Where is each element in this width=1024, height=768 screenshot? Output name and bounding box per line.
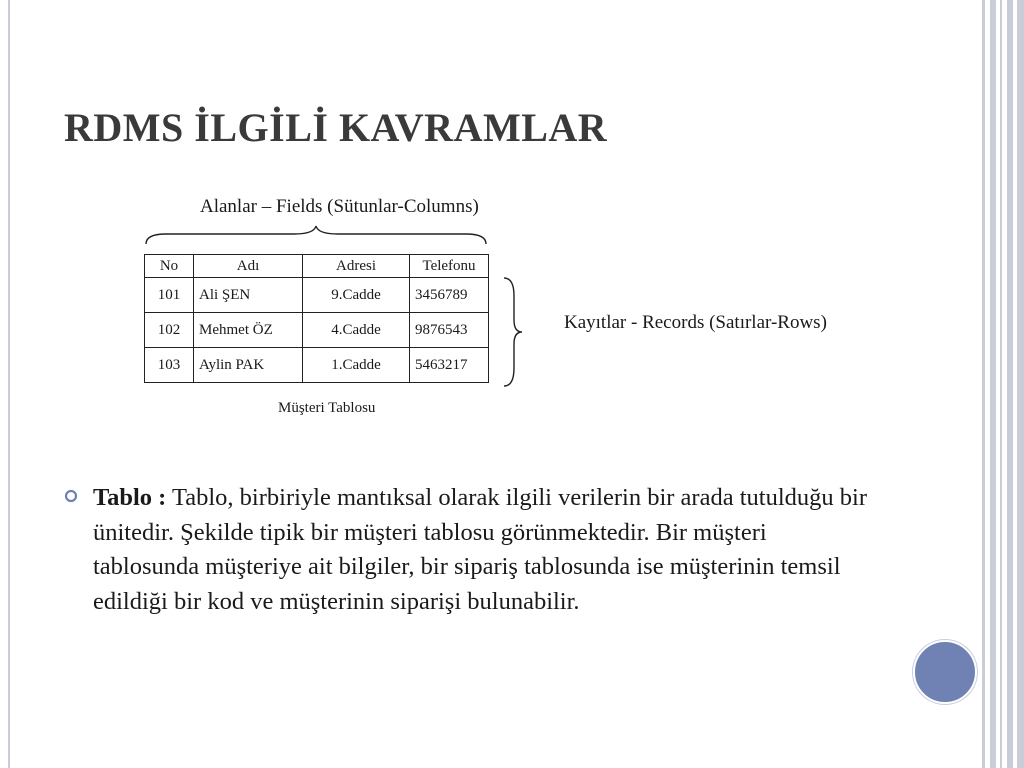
cell-name: Aylin PAK: [194, 348, 303, 383]
table-header-row: [145, 255, 489, 278]
cell-phone: 3456789: [410, 278, 489, 313]
header-name: Adı: [194, 255, 303, 278]
records-label: Kayıtlar - Records (Satırlar-Rows): [564, 312, 827, 333]
table-row: [145, 278, 489, 313]
cell-no: 102: [145, 313, 194, 348]
fields-label: Alanlar – Fields (Sütunlar-Columns): [200, 196, 479, 217]
cell-name: Ali ŞEN: [194, 278, 303, 313]
decorative-circle: [913, 640, 977, 704]
fields-brace-icon: [144, 224, 488, 248]
table-row: [145, 313, 489, 348]
bullet-text: [93, 481, 873, 619]
cell-no: 101: [145, 278, 194, 313]
header-no: No: [145, 255, 194, 278]
slide-title: RDMS İLGİLİ KAVRAMLAR: [64, 105, 608, 150]
cell-phone: 9876543: [410, 313, 489, 348]
left-border-line: [8, 0, 10, 768]
cell-address: 4.Cadde: [303, 313, 410, 348]
header-address: Adresi: [303, 255, 410, 278]
cell-address: 9.Cadde: [303, 278, 410, 313]
table-row: [145, 348, 489, 383]
right-decorative-stripes: [976, 0, 1024, 768]
ring-bullet-icon: [64, 489, 78, 503]
table-caption: Müşteri Tablosu: [278, 400, 376, 416]
bullet-term: Tablo :: [93, 484, 167, 511]
records-brace-icon: [502, 276, 526, 388]
table-diagram: [138, 192, 878, 432]
bullet-body: Tablo, birbiriyle mantıksal olarak ilgili verilerin bir arada tutulduğu bir ünitedir. Şekilde tipik bir müşteri tablosu görünmektedir. Bir müşteri tablosunda müşteriye ait bilgiler, bir sipariş tablosunda ise müşterinin temsil edildiği bir kod ve müşterinin siparişi bulunabilir.: [93, 484, 867, 615]
cell-name: Mehmet ÖZ: [194, 313, 303, 348]
cell-phone: 5463217: [410, 348, 489, 383]
cell-address: 1.Cadde: [303, 348, 410, 383]
customer-table: [144, 254, 489, 383]
cell-no: 103: [145, 348, 194, 383]
header-phone: Telefonu: [410, 255, 489, 278]
